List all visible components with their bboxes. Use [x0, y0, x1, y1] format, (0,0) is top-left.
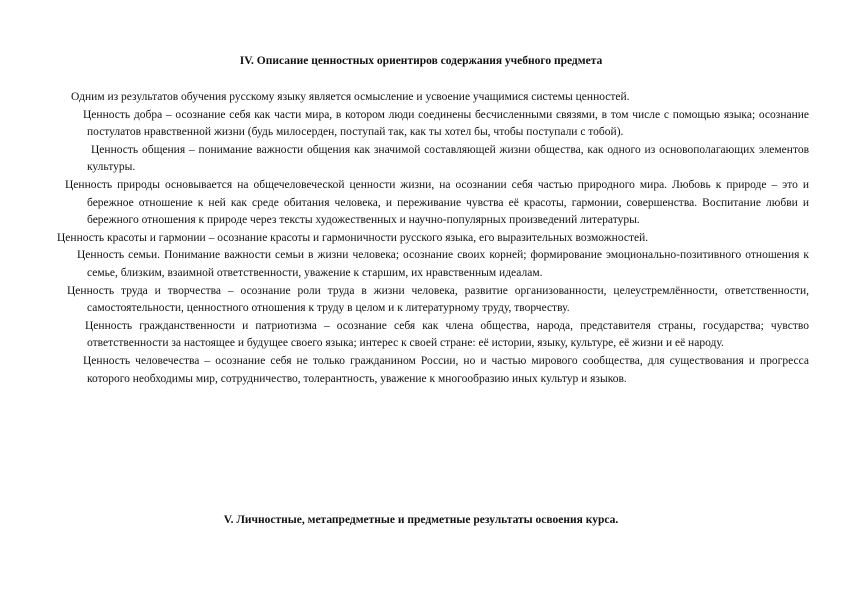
section-heading-iv: IV. Описание ценностных ориентиров содержания учебного предмета	[239, 55, 603, 67]
paragraph-nature: Ценность природы основывается на общечеловеческой ценности жизни, на осознании себя частью природного мира. Любовь к природе – это и бережное отношение к ней как среде обитания человека, и переживание чувства её красоты, гармонии, совершенства. Воспитание любви и бережного отношения к природе через тексты художественных и научно-популярных произведений литературы.	[65, 178, 809, 227]
paragraph-citizenship: Ценность гражданственности и патриотизма – осознание себя как члена общества, народа, представителя страны, государства; чувство ответственности за настоящее и будущее своего языка; интерес к своей стране: её истории, языку, культуре, её жизни и её народу.	[85, 319, 809, 350]
paragraph-labour: Ценность труда и творчества – осознание роли труда в жизни человека, развитие организованности, целеустремлённости, ответственности, самостоятельности, ценностного отношения к труду в целом и к литературному труду, творчеству.	[67, 284, 809, 315]
paragraph-beauty: Ценность красоты и гармонии – осознание красоты и гармоничности русского языка, его выразительных возможностей.	[57, 231, 649, 244]
document-body	[57, 89, 809, 388]
paragraph-family: Ценность семьи. Понимание важности семьи в жизни человека; осознание своих корней; формирование эмоционально-позитивного отношения к семье, близким, взаимной ответственности, уважение к старшим, их нравственным идеалам.	[77, 249, 809, 279]
paragraph-goodness: Ценность добра – осознание себя как части мира, в котором люди соединены бесчисленными связями, в том числе с помощью языка; осознание постулатов нравственной жизни (будь милосерден, поступай так, как ты хотел бы, чтобы поступали с тобой).	[83, 108, 809, 139]
paragraph-humanity: Ценность человечества – осознание себя не только гражданином России, но и частью мирового сообщества, для существования и прогресса которого необходимы мир, сотрудничество, толерантность, уважение к многообразию иных культур и языков.	[83, 354, 809, 385]
section-heading-v: V. Личностные, метапредметные и предметные результаты освоения курса.	[223, 514, 619, 526]
paragraph-intro: Одним из результатов обучения русскому языку является осмысление и усвоение учащимися системы ценностей.	[71, 91, 630, 103]
paragraph-communication: Ценность общения – понимание важности общения как значимой составляющей жизни общества, как одного из основополагающих элементов культуры.	[87, 143, 809, 174]
